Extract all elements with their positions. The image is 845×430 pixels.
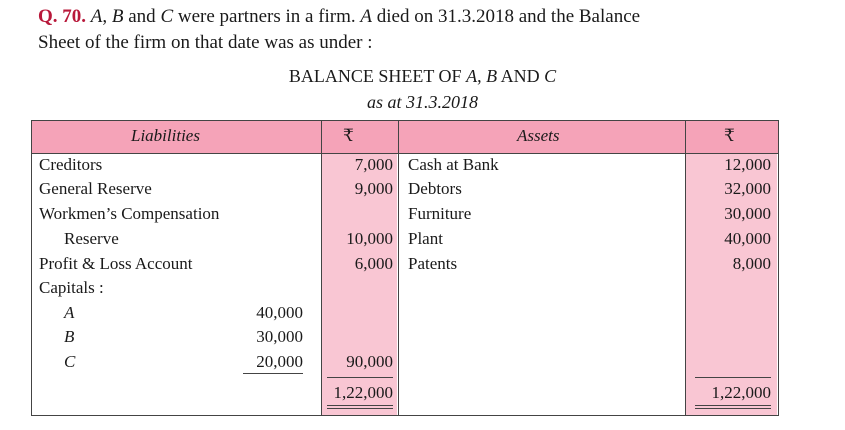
liabilities-total-top-rule	[327, 377, 393, 378]
table-left-border	[31, 120, 32, 416]
question-line-2: Sheet of the firm on that date was as under :	[38, 32, 373, 53]
liabilities-total: 1,22,000	[333, 383, 393, 402]
liability-creditors: Creditors	[39, 155, 103, 174]
table-bottom-border	[31, 415, 779, 416]
asset-label-furniture: Furniture	[408, 204, 472, 223]
amount-workmen-reserve: 10,000	[346, 229, 393, 248]
title-prefix: BALANCE SHEET OF	[288, 66, 462, 86]
balance-sheet-title	[0, 66, 845, 87]
capital-partner-a: A	[64, 303, 75, 322]
question-text-rest: died on 31.3.2018 and the Balance	[376, 6, 641, 27]
title-and: AND	[500, 66, 540, 86]
capital-subtotal-underline	[243, 373, 303, 374]
asset-label-plant: Plant	[408, 229, 443, 248]
asset-label-patents: Patents	[408, 254, 458, 273]
header-liabilities: Liabilities	[131, 126, 200, 145]
amount-general-reserve: 9,000	[354, 179, 393, 198]
assets-total-underline-1	[695, 405, 771, 406]
assets-total-underline-2	[695, 408, 771, 409]
header-assets: Assets	[517, 126, 560, 145]
asset-amount-debtors: 32,000	[724, 179, 771, 198]
amount-creditors: 7,000	[354, 155, 393, 174]
capital-partner-c: C	[64, 352, 76, 371]
balance-sheet-subtitle: as at 31.3.2018	[366, 92, 478, 112]
asset-amount-plant: 40,000	[724, 229, 771, 248]
liabilities-total-underline-2	[327, 408, 393, 409]
liabilities-total-underline-1	[327, 405, 393, 406]
capital-amount-b: 30,000	[256, 327, 303, 346]
question-comma: ,	[102, 6, 108, 27]
title-partner-a: A	[466, 66, 478, 86]
question-text: were partners in a firm.	[177, 6, 356, 27]
assets-total: 1,22,000	[711, 383, 771, 402]
header-bottom-border	[31, 153, 779, 154]
asset-amount-cash: 12,000	[724, 155, 771, 174]
deceased-partner-name: A	[360, 6, 373, 27]
liability-profit-loss: Profit & Loss Account	[39, 254, 193, 273]
amount-capitals-total: 90,000	[346, 352, 393, 371]
amount-profit-loss: 6,000	[354, 254, 393, 273]
table-top-border	[31, 120, 779, 121]
liability-workmen-line2: Reserve	[64, 229, 119, 248]
asset-amount-furniture: 30,000	[724, 204, 771, 223]
capital-amount-a: 40,000	[256, 303, 303, 322]
header-rupee-right: ₹	[724, 126, 735, 145]
asset-amount-patents: 8,000	[732, 254, 771, 273]
partner-b-name: B	[111, 6, 124, 27]
title-comma: ,	[477, 66, 482, 86]
divider-liab-amount	[321, 120, 322, 416]
capital-amount-c: 20,000	[256, 352, 303, 371]
question-number: Q. 70.	[38, 6, 87, 27]
header-rupee-left: ₹	[343, 126, 354, 145]
liability-workmen-line1: Workmen’s Compensation	[39, 204, 220, 223]
asset-label-cash: Cash at Bank	[408, 155, 499, 174]
asset-label-debtors: Debtors	[408, 179, 462, 198]
table-right-border	[778, 120, 779, 416]
capital-partner-b: B	[64, 327, 75, 346]
partner-c-name: C	[160, 6, 174, 27]
title-partner-b: B	[486, 66, 498, 86]
divider-center	[398, 120, 399, 416]
divider-assets-amount	[685, 120, 686, 416]
question-line-1	[38, 6, 640, 28]
partner-a-name: A	[90, 6, 103, 27]
liability-capitals-label: Capitals :	[39, 278, 104, 297]
assets-total-top-rule	[695, 377, 771, 378]
balance-sheet-table	[31, 120, 779, 416]
question-and: and	[128, 6, 156, 27]
liability-general-reserve: General Reserve	[39, 179, 152, 198]
title-partner-c: C	[544, 66, 557, 86]
